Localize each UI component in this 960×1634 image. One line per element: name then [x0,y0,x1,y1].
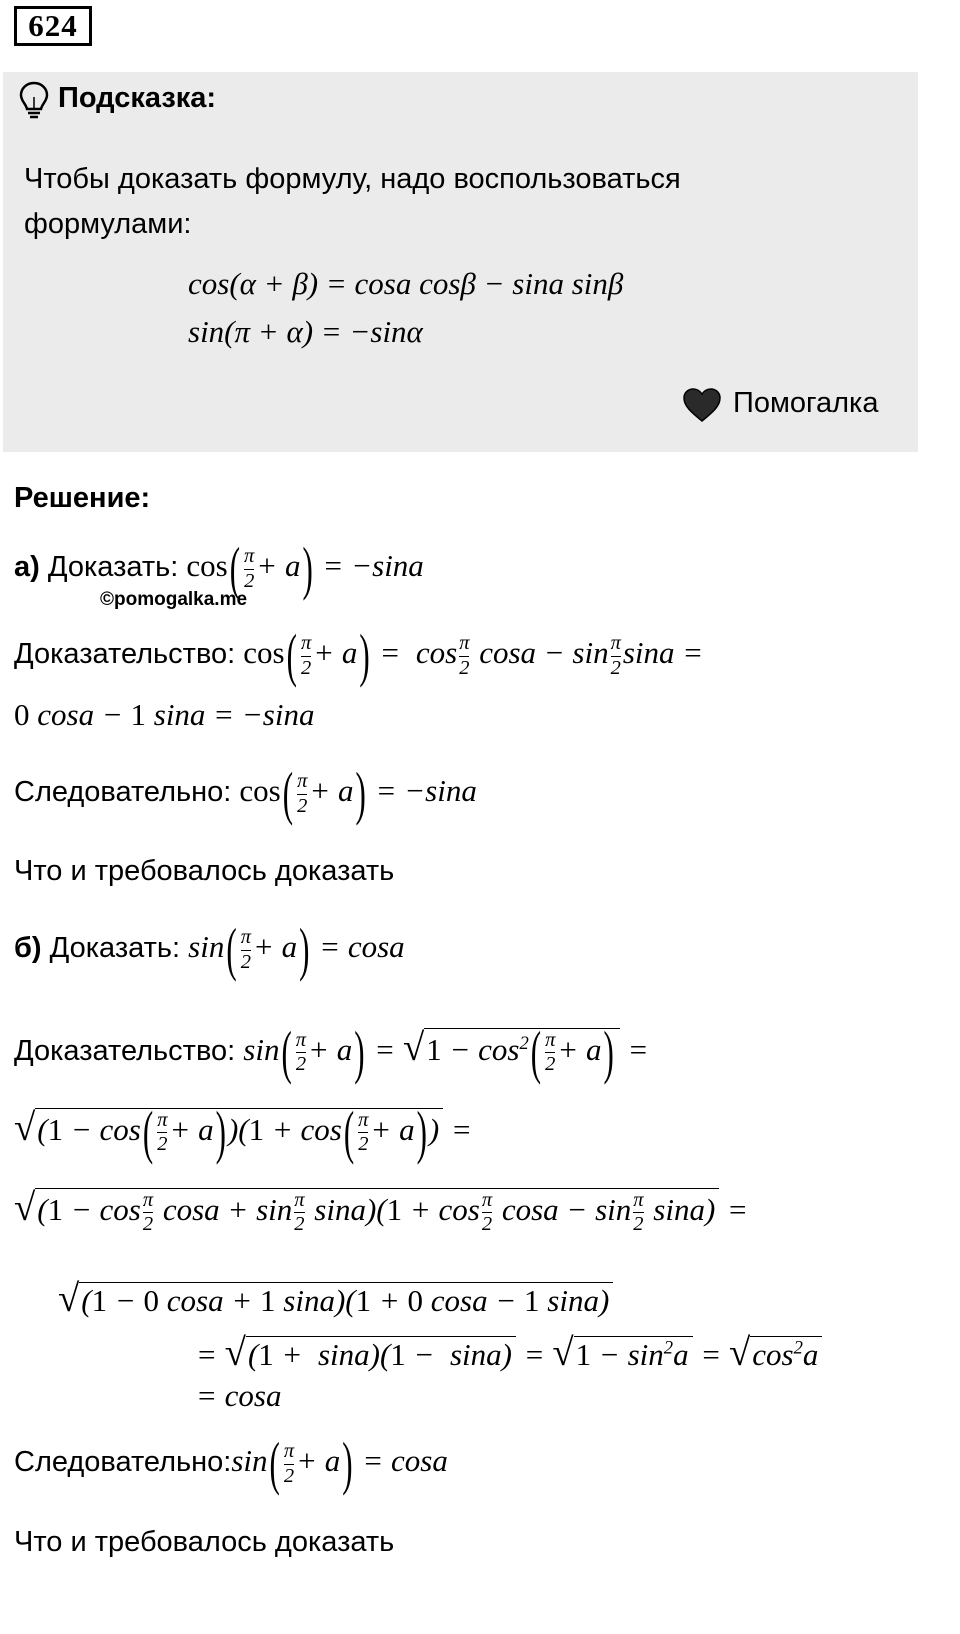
part-b-conclusion [14,1429,448,1497]
part-b-conclusion-formula: sin( $\frac{\pi}{2}$ + a) = cosa [231,1429,448,1497]
part-b-proof-line6: = cosa [196,1378,282,1413]
part-a-proof-line2: 0 cosa − 1 sina = −sina [14,697,315,732]
solution-heading: Решение: [14,482,151,514]
part-b-statement-formula: sin( $\frac{\pi}{2}$ + a) = cosa [188,915,405,983]
part-b-proof-label: Доказательство: [14,1035,236,1067]
part-b-proof-line2: √(1 − cos( $\frac{\pi}{2}$ + a))(1 + cos( $\frac{\pi}{2}$ + a)) = [14,1098,472,1166]
part-b-qed: Что и требовалось доказать [14,1526,395,1558]
part-b-statement [14,915,405,983]
hint-title: Подсказка: [58,82,217,114]
part-a-prove-label: Доказать: [47,551,179,584]
part-a-label: а) [14,551,40,584]
part-b-prove-label: Доказать: [49,932,181,965]
part-a-qed: Что и требовалось доказать [14,855,395,887]
heart-icon [681,386,723,429]
part-b-conclusion-label: Следовательно: [14,1446,232,1479]
part-b-proof-line3: √(1 − cos $\frac{\pi}{2}$ cosa + sin $\frac{\pi}{2}$ sina)(1 + cos $\frac{\pi}{2}$ cosa − sin $\frac{\pi}{2}$ sina) = [14,1186,748,1236]
part-a-proof-formula-1: cos( $\frac{\pi}{2}$ + a) = cos $\frac{\pi}{2}$ cosa − sin $\frac{\pi}{2}$ sina = [243,621,704,689]
hint-text-line1: Чтобы доказать формулу, надо воспользоваться [24,163,681,195]
hint-formula-1: cos(α + β) = cosa cosβ − sina sinβ [188,266,624,301]
hint-formula-2: sin(π + α) = −sinα [188,314,423,349]
hint-text-line2: формулами: [24,208,192,240]
watermark: ©pomogalka.me [100,589,248,610]
part-b-label: б) [14,932,42,965]
part-a-proof-label: Доказательство: [14,638,236,671]
brand-label: Помогалка [733,387,879,419]
part-b-proof-formula-1: sin( $\frac{\pi}{2}$ + $a) = √1 - \cos^2$( $\frac{\pi}{2}$ + a) = [243,1018,649,1086]
part-b-proof-line1 [14,1018,649,1086]
problem-number: 624 [14,6,92,46]
part-b-proof-line4: √(1 − 0 cosa + 1 sina)(1 + 0 cosa − 1 sina) [58,1276,613,1321]
lightbulb-icon [18,80,50,125]
part-a-conclusion [14,759,477,827]
part-a-conclusion-formula: cos( $\frac{\pi}{2}$ + a) = −sina [239,759,477,827]
part-a-conclusion-label: Следовательно: [14,776,232,809]
part-a-proof-line1 [14,621,704,689]
part-a-statement-formula: cos( $\frac{\pi}{2}$ + a) = −sina [186,534,424,602]
part-b-proof-line5: = $√(1 + \sin a)(1 - \sin a) = √1 - \sin^2a = √\cos^2a$ [196,1330,822,1375]
